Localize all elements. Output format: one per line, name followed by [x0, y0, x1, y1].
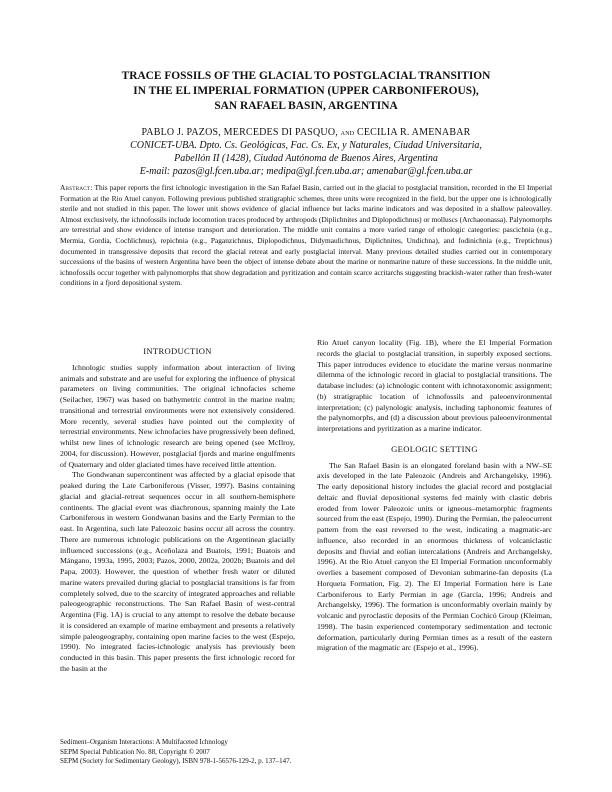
affiliation-line-2: Pabellón II (1428), Ciudad Autónoma de Buenos Aires, Argentina: [174, 153, 438, 164]
abstract-text: This paper reports the first ichnologic investigation in the San Rafael Basin, carried out in the glacial to postglacial transition, recorded in the El Imperial Formation at the Rio Atuel canyon. Following previous published stratigraphic schemes, three units were recognized in the field, but the upper one is ichnologically sterile and not studied in this paper. The lower unit shows evidence of glacial influence but lacks marine indicators and was deposited in a shallow paleovalley. Almost exclusively, the ichnofossils include locomotion traces produced by arthropods (Diplichnites and Diplopodichnus) or molluscs (Archaeonassa). Palynomorphs are terrestrial and show evidence of intense transport and deterioration. The middle unit contains a more varied range of ethologic categories: pascichnia (e.g., Mermia, Gordia, Cochlichnus), repichnia (e.g., Paganzichnus, Diplopodichnus, Didymaulichnus, Diplichnites, Undichna), and fodinichnia (e.g., Treptichnus) documented in transgressive deposits that record the glacial retreat and early postglacial interval. Many previous detailed studies carried out in contemporary successions of the basins of western Argentina have been the object of intense debate about the marine or nonmarine nature of these successions. In the middle unit, ichnofossils occur together with palynomorphs that show degradation and pyritization and contain scarce acritarchs suggesting brackish-water rather than fresh-water conditions in a fjord depositional system.: [60, 183, 552, 288]
introduction-heading: INTRODUCTION: [143, 346, 212, 356]
footer-line-1: Sediment–Organism Interactions: A Multifaceted Ichnology: [60, 738, 228, 746]
publication-footer: [60, 738, 480, 767]
title-line-3: SAN RAFAEL BASIN, ARGENTINA: [214, 100, 398, 112]
author-and: and: [340, 127, 355, 137]
footer-line-2: SEPM Special Publication No. 88, Copyright © 2007: [60, 747, 210, 756]
author-names-b: CECILIA R. AMENABAR: [354, 127, 471, 138]
affiliation-line-1: CONICET-UBA. Dpto. Cs. Geológicas, Fac. Cs. Ex, y Naturales, Ciudad Universitaria,: [130, 140, 482, 151]
paper-title: [60, 69, 552, 114]
title-line-2: IN THE EL IMPERIAL FORMATION (UPPER CARBONIFEROUS),: [133, 85, 479, 97]
geologic-setting-heading: GEOLOGIC SETTING: [391, 443, 478, 454]
abstract: [60, 183, 552, 289]
introduction-paragraph-1: Ichnologic studies supply information about interaction of living animals and substrate and are useful for exploring the influence of physical parameters on living communities. The original ichnofacies scheme (Seilacher, 1967) was based on bathymetric control in the marine realm; transitional and terrestrial environments were not extensively considered. More recently, several studies have pointed out the complexity of terrestrial environments. New ichnofacies have progressively been defined, whilst new lines of ichnologic research are being opened (see McIlroy, 2004, for discussion). However, postglacial fjords and marine engulfments of Quaternary and older glaciated times have received little attention.: [60, 362, 295, 469]
author-block: [60, 126, 552, 178]
introduction-paragraph-2: The Gondwanan supercontinent was affected by a glacial episode that peaked during the Late Carboniferous (Visser, 1997). Basins containing glacial and glacial-retreat sequences occur in all southern-hemisphere continents. The glacial event was diachronous, spanning mainly the Late Carboniferous in western Gondwanan basins and the Early Permian to the east. In Argentina, such late Paleozoic basins occur all across the country. There are numerous ichnologic publications on the Argentinean glacially influenced successions (e.g., Aceñolaza and Buatois, 1991; Buatois and Mángano, 1993a, 1995, 2003; Pazos, 2000, 2002a, 2002b; Buatois and del Papa, 2003). However, the question of whether fresh water or diluted marine waters prevailed during glacial to postglacial transitions is far from completely solved, due to the scarcity of integrated approaches and reliable paleogeographic reconstructions. The San Rafael Basin of west-central Argentina (Fig. 1A) is crucial to any attempt to resolve the debate because it is considered an example of marine embayment and presents a relatively simple paleogeography, containing open marine facies to the west (Espejo, 1990). No integrated facies-ichnologic analysis has previously been conducted in this basin. This paper presents the first ichnologic record for the basin at the: [60, 470, 295, 673]
author-names-a: PABLO J. PAZOS, MERCEDES DI PASQUO,: [141, 127, 341, 138]
footer-line-3: SEPM (Society for Sedimentary Geology), ISBN 978-1-56576-129-2, p. 137–147.: [60, 757, 292, 766]
author-emails: E-mail: pazos@gl.fcen.uba.ar; medipa@gl.fcen.uba.ar; amenabar@gl.fcen.uba.ar: [139, 166, 473, 177]
abstract-label: Abstract:: [60, 183, 93, 192]
geologic-setting-paragraph-1: The San Rafael Basin is an elongated foreland basin with a NW–SE axis developed in the late Paleozoic (Andreis and Archangelsky, 1996). The early depositional history includes the glacial record and postglacial deltaic and fluvial depositional systems fed mainly with clastic debris eroded from lower Paleozoic units or igneous–metamorphic fragments sourced from the east (Espejo, 1990). During the Permian, the paleocurrent pattern from the east reversed to the west, indicating a magmatic-arc influence, also recorded in an enormous thickness of volcaniclastic deposits and fluvial and eolian intercalations (Andreis and Archangelsky, 1996). At the Rio Atuel canyon the El Imperial Formation unconformably overlies a basement composed of Devonian submarine-fan deposits (La Horqueta Formation, Fig. 2). The El Imperial Formation here is Late Carboniferous to Early Permian in age (García, 1996; Andreis and Archangelsky, 1996). The formation is unconformably overlain mainly by volcanic and pyroclastic deposits of the Permian Cochicó Group (Kleiman, 1998). The basin experienced contemporary sedimentation and tectonic deformation, particularly during Permian times as a result of the eastern migration of the magmatic arc (Espejo et al., 1996).: [317, 460, 552, 653]
left-column: [60, 346, 295, 675]
introduction-paragraph-3: Rio Atuel canyon locality (Fig. 1B), where the El Imperial Formation records the glacial to postglacial transition, in superbly exposed sections. This paper introduces evidence to elucidate the marine versus nonmarine dilemma of the ichnologic record in glacial to postglacial transitions. The database includes: (a) ichnologic content with ichnotaxonomic assignment; (b) stratigraphic location of ichnofossils and paleoenvironmental interpretation; (c) palynologic analysis, including taphonomic features of the palynomorphs, and (d) a discussion about previous paleoenvironmental interpretations and pyritization as a marine indicator.: [317, 338, 552, 433]
title-line-1: TRACE FOSSILS OF THE GLACIAL TO POSTGLACIAL TRANSITION: [121, 70, 491, 82]
author-names: [60, 126, 552, 139]
right-column: [317, 338, 552, 654]
